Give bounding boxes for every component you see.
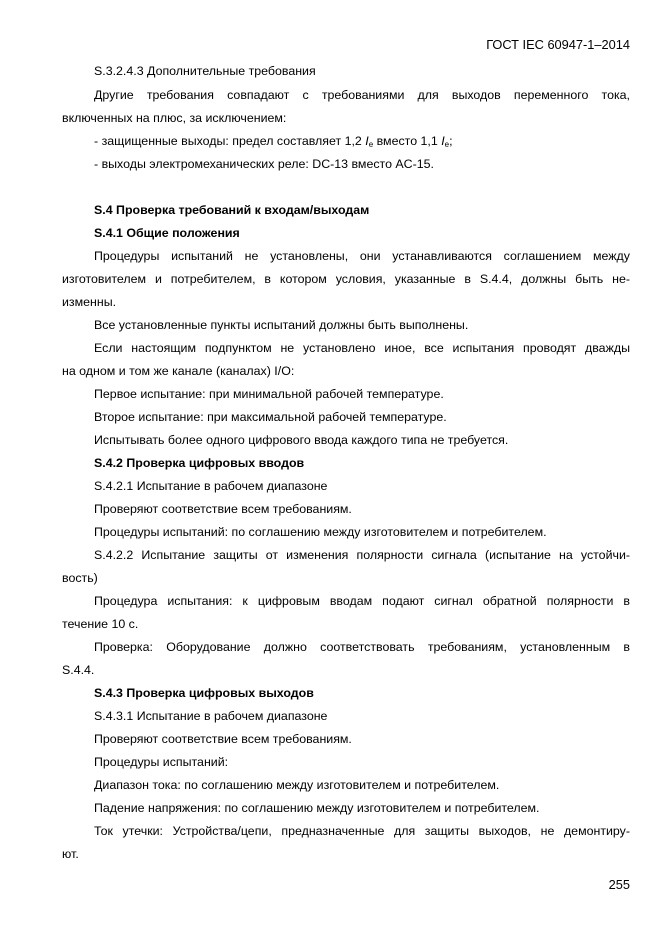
- paragraph-line: Процедуры испытаний: по соглашению между изготовителем и потребителем.: [94, 525, 547, 539]
- paragraph-line: изготовителем и потребителем, в котором условия, указанные в S.4.4, должны быть не-: [62, 272, 630, 286]
- paragraph-line: Проверяют соответствие всем требованиям.: [94, 502, 352, 516]
- paragraph-line: Ток утечки: Устройства/цепи, предназначенные для защиты выходов, не демонтиру-: [94, 824, 630, 838]
- paragraph-line: Другие требования совпадают с требованиями для выходов переменного тока,: [94, 88, 630, 102]
- paragraph-line: изменны.: [62, 295, 117, 309]
- document-header: ГОСТ IEC 60947-1–2014: [486, 37, 630, 52]
- clause-heading: S.3.2.4.3 Дополнительные требования: [94, 64, 316, 78]
- paragraph-line: Второе испытание: при максимальной рабочей температуре.: [94, 410, 447, 424]
- paragraph-line: Испытывать более одного цифрового ввода каждого типа не требуется.: [94, 433, 509, 447]
- paragraph-line: S.4.4.: [62, 663, 95, 677]
- paragraph-line: Процедуры испытаний:: [94, 755, 229, 769]
- subsection-heading: S.4.3 Проверка цифровых выходов: [94, 686, 314, 700]
- clause-heading: S.4.2.2 Испытание защиты от изменения полярности сигнала (испытание на устойчи-: [94, 548, 630, 562]
- paragraph-line: Процедуры испытаний не установлены, они устанавливаются соглашением между: [94, 249, 630, 263]
- paragraph-line: Проверка: Оборудование должно соответствовать требованиям, установленным в: [94, 640, 630, 654]
- clause-heading: S.4.3.1 Испытание в рабочем диапазоне: [94, 709, 328, 723]
- subsection-heading: S.4.2 Проверка цифровых вводов: [94, 456, 305, 470]
- page-number: 255: [608, 877, 630, 892]
- paragraph-line: Процедура испытания: к цифровым вводам подают сигнал обратной полярности в: [94, 594, 630, 608]
- paragraph-line: Проверяют соответствие всем требованиям.: [94, 732, 352, 746]
- bullet-item: - выходы электромеханических реле: DC-13 вместо AC-15.: [94, 157, 434, 171]
- clause-heading: S.4.2.1 Испытание в рабочем диапазоне: [94, 479, 328, 493]
- paragraph-line: Диапазон тока: по соглашению между изготовителем и потребителем.: [94, 778, 500, 792]
- paragraph-line: Если настоящим подпунктом не установлено иное, все испытания проводят дважды: [94, 341, 630, 355]
- paragraph-line: вость): [62, 571, 98, 585]
- paragraph-line: на одном и том же канале (каналах) I/O:: [62, 364, 295, 378]
- paragraph-line: Первое испытание: при минимальной рабочей температуре.: [94, 387, 444, 401]
- paragraph-line: ют.: [62, 847, 79, 861]
- subsection-heading: S.4.1 Общие положения: [94, 226, 240, 240]
- paragraph-line: Падение напряжения: по соглашению между изготовителем и потребителем.: [94, 801, 540, 815]
- paragraph-line: течение 10 с.: [62, 617, 139, 631]
- bullet-item: - защищенные выходы: предел составляет 1,2 $I_e$ вместо 1,1 $I_e$;: [94, 134, 453, 149]
- section-heading: S.4 Проверка требований к входам/выходам: [94, 203, 370, 217]
- paragraph-line: Все установленные пункты испытаний должны быть выполнены.: [94, 318, 469, 332]
- paragraph-line: включенных на плюс, за исключением:: [62, 111, 287, 125]
